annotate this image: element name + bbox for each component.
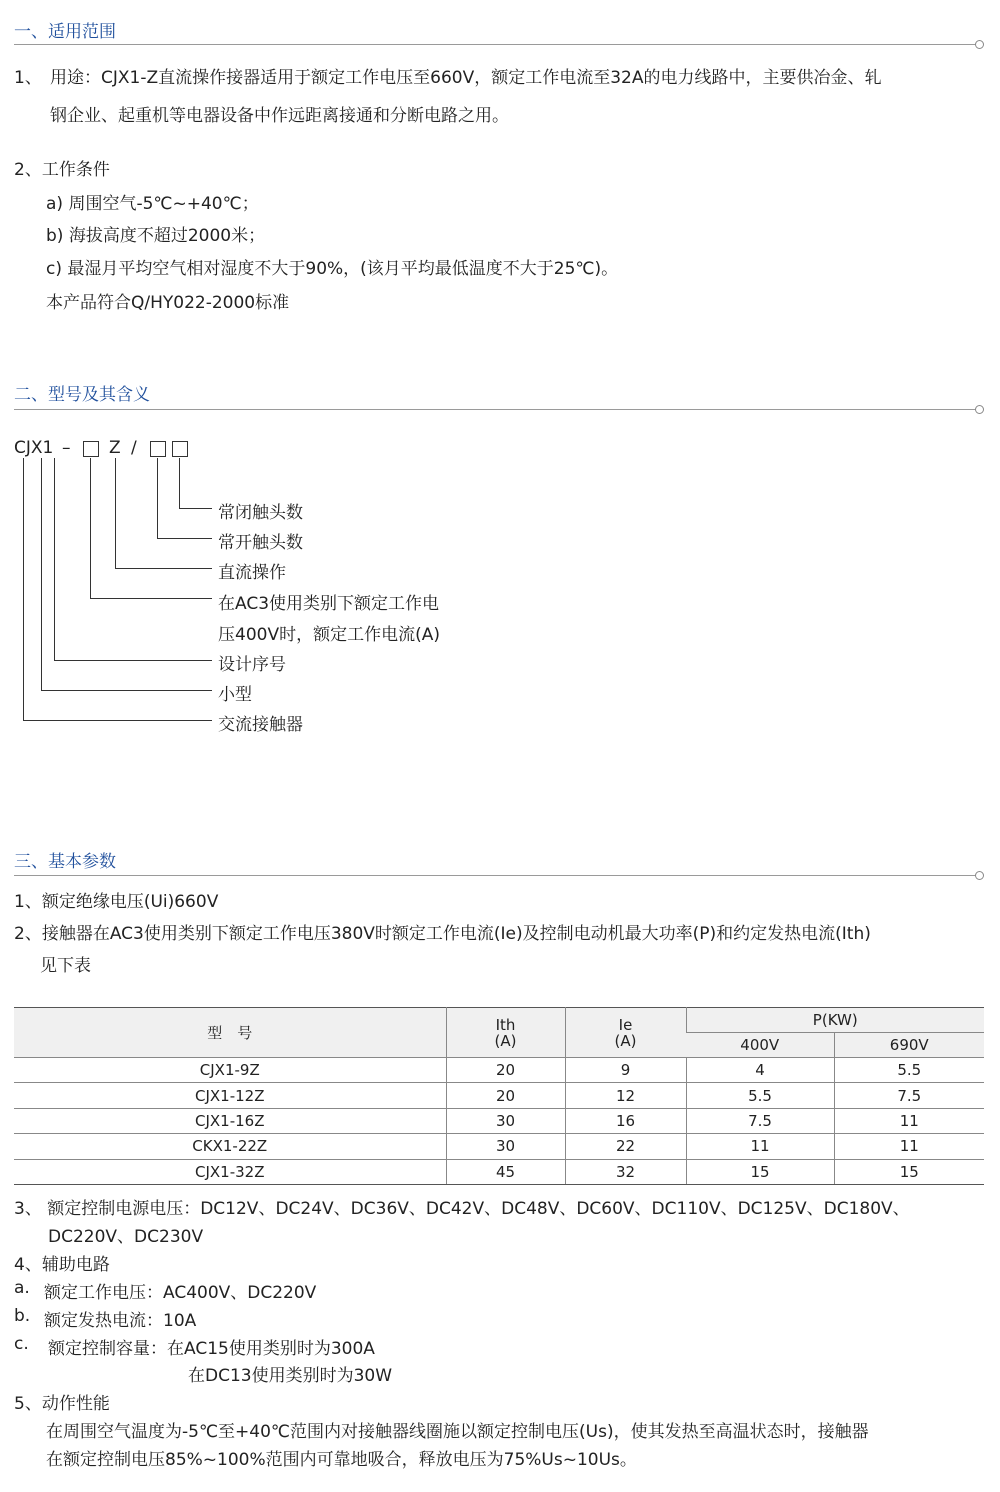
leader-design-horizontal bbox=[54, 660, 212, 661]
section-1-title: 一、适用范围 bbox=[14, 22, 116, 42]
table-row bbox=[14, 1108, 984, 1133]
cell-p690: 11 bbox=[834, 1108, 984, 1133]
leader-contactor-horizontal bbox=[23, 720, 212, 721]
cell-model: CJX1-9Z bbox=[14, 1058, 446, 1083]
header-power: P(KW) bbox=[686, 1008, 984, 1033]
leader-nc-vertical bbox=[179, 458, 180, 508]
cell-ith: 45 bbox=[446, 1159, 565, 1184]
section-1-divider bbox=[14, 44, 976, 45]
leader-small-vertical bbox=[41, 458, 42, 690]
cell-p400: 7.5 bbox=[686, 1108, 834, 1133]
section-3-divider-dot bbox=[975, 871, 984, 880]
leader-nc-horizontal bbox=[179, 508, 212, 509]
cell-ith: 20 bbox=[446, 1083, 565, 1108]
param-3-line-1: 3、 额定控制电源电压：DC12V、DC24V、DC36V、DC42V、DC48V、DC60V、DC110V、DC125V、DC180V、 bbox=[14, 1199, 910, 1219]
label-ac-contactor: 交流接触器 bbox=[218, 715, 303, 735]
header-690v: 690V bbox=[834, 1033, 984, 1058]
param-4c-label: c. bbox=[14, 1334, 29, 1354]
code-box-no bbox=[150, 441, 166, 457]
condition-b: b) 海拔高度不超过2000米； bbox=[46, 226, 266, 246]
code-slash: / bbox=[131, 438, 137, 458]
item-1-number: 1、 bbox=[14, 68, 42, 88]
section-2-divider bbox=[14, 409, 976, 410]
header-ith-symbol: Ith bbox=[495, 1015, 516, 1034]
code-prefix: CJX1 bbox=[14, 438, 54, 458]
code-dash: – bbox=[62, 438, 71, 458]
cell-p690: 15 bbox=[834, 1159, 984, 1184]
leader-no-vertical bbox=[157, 458, 158, 538]
table-row bbox=[14, 1083, 984, 1108]
code-z: Z bbox=[109, 438, 121, 458]
cell-model: CJX1-32Z bbox=[14, 1159, 446, 1184]
cell-p400: 5.5 bbox=[686, 1083, 834, 1108]
condition-c: c) 最湿月平均空气相对湿度不大于90%，(该月平均最低温度不大于25℃)。 bbox=[46, 259, 619, 279]
cell-ie: 12 bbox=[565, 1083, 686, 1108]
leader-contactor-vertical bbox=[23, 458, 24, 720]
param-4b-label: b. bbox=[14, 1306, 31, 1326]
label-rated-current-line-1: 在AC3使用类别下额定工作电 bbox=[218, 594, 440, 614]
section-3-divider bbox=[14, 875, 976, 876]
cell-ie: 9 bbox=[565, 1058, 686, 1083]
section-2-title: 二、型号及其含义 bbox=[14, 385, 150, 405]
cell-p690: 7.5 bbox=[834, 1083, 984, 1108]
cell-p690: 11 bbox=[834, 1134, 984, 1159]
param-4a-text: 额定工作电压：AC400V、DC220V bbox=[44, 1283, 317, 1303]
cell-ie: 22 bbox=[565, 1134, 686, 1159]
header-ie-unit: (A) bbox=[614, 1031, 637, 1050]
cell-p400: 15 bbox=[686, 1159, 834, 1184]
cell-model: CJX1-12Z bbox=[14, 1083, 446, 1108]
section-1-divider-dot bbox=[975, 40, 984, 49]
item-1-line-2: 钢企业、起重机等电器设备中作远距离接通和分断电路之用。 bbox=[50, 106, 509, 126]
param-4a-label: a. bbox=[14, 1278, 30, 1298]
table-row bbox=[14, 1134, 984, 1159]
cell-model: CJX1-16Z bbox=[14, 1108, 446, 1133]
leader-dc-vertical bbox=[115, 458, 116, 568]
cell-ith: 30 bbox=[446, 1108, 565, 1133]
header-model: 型 号 bbox=[14, 1008, 446, 1058]
cell-ith: 30 bbox=[446, 1134, 565, 1159]
param-1-insulation-voltage: 1、额定绝缘电压(Ui)660V bbox=[14, 892, 219, 912]
parameters-table bbox=[14, 1007, 984, 1185]
param-5-line-2: 在额定控制电压85%~100%范围内可靠地吸合，释放电压为75%Us~10Us。 bbox=[46, 1450, 637, 1470]
param-2-line-1: 2、接触器在AC3使用类别下额定工作电压380V时额定工作电流(Ie)及控制电动机最大功率(P)和约定发热电流(Ith) bbox=[14, 924, 871, 944]
param-4c-line-1: 额定控制容量：在AC15使用类别时为300A bbox=[48, 1339, 375, 1359]
param-5-title: 5、动作性能 bbox=[14, 1394, 110, 1414]
label-nc-contacts: 常闭触头数 bbox=[218, 503, 303, 523]
code-box-current bbox=[83, 441, 99, 457]
param-4b-text: 额定发热电流：10A bbox=[44, 1311, 197, 1331]
cell-ith: 20 bbox=[446, 1058, 565, 1083]
label-rated-current-line-2: 压400V时，额定工作电流(A) bbox=[218, 625, 440, 645]
leader-dc-horizontal bbox=[115, 568, 212, 569]
param-4c-line-2: 在DC13使用类别时为30W bbox=[188, 1366, 393, 1386]
item-2-title: 2、工作条件 bbox=[14, 160, 110, 180]
header-ith bbox=[446, 1008, 565, 1058]
section-2-divider-dot bbox=[975, 405, 984, 414]
leader-current-horizontal bbox=[90, 598, 212, 599]
condition-a: a) 周围空气-5℃~+40℃； bbox=[46, 194, 259, 214]
table-row bbox=[14, 1058, 984, 1083]
section-3-title: 三、基本参数 bbox=[14, 852, 116, 872]
cell-p690: 5.5 bbox=[834, 1058, 984, 1083]
label-small-type: 小型 bbox=[218, 685, 252, 705]
header-400v: 400V bbox=[686, 1033, 834, 1058]
item-1-line-1: 用途：CJX1-Z直流操作接器适用于额定工作电压至660V，额定工作电流至32A的电力线路中，主要供冶金、轧 bbox=[50, 68, 882, 88]
header-ie bbox=[565, 1008, 686, 1058]
cell-p400: 4 bbox=[686, 1058, 834, 1083]
standard-note: 本产品符合Q/HY022-2000标准 bbox=[46, 293, 290, 313]
table-row bbox=[14, 1159, 984, 1184]
label-dc-operation: 直流操作 bbox=[218, 563, 286, 583]
code-box-nc bbox=[172, 441, 188, 457]
leader-no-horizontal bbox=[157, 538, 212, 539]
param-4-title: 4、辅助电路 bbox=[14, 1255, 110, 1275]
param-3-line-2: DC220V、DC230V bbox=[48, 1227, 204, 1247]
cell-model: CKX1-22Z bbox=[14, 1134, 446, 1159]
cell-ie: 32 bbox=[565, 1159, 686, 1184]
leader-design-vertical bbox=[54, 458, 55, 660]
label-design-number: 设计序号 bbox=[218, 655, 286, 675]
leader-current-vertical bbox=[90, 458, 91, 598]
cell-p400: 11 bbox=[686, 1134, 834, 1159]
param-2-line-2: 见下表 bbox=[40, 956, 91, 976]
label-no-contacts: 常开触头数 bbox=[218, 533, 303, 553]
header-ie-symbol: Ie bbox=[618, 1015, 633, 1034]
param-5-line-1: 在周围空气温度为-5℃至+40℃范围内对接触器线圈施以额定控制电压(Us)，使其发热至高温状态时，接触器 bbox=[46, 1422, 869, 1442]
leader-small-horizontal bbox=[41, 690, 212, 691]
cell-ie: 16 bbox=[565, 1108, 686, 1133]
header-ith-unit: (A) bbox=[494, 1031, 517, 1050]
